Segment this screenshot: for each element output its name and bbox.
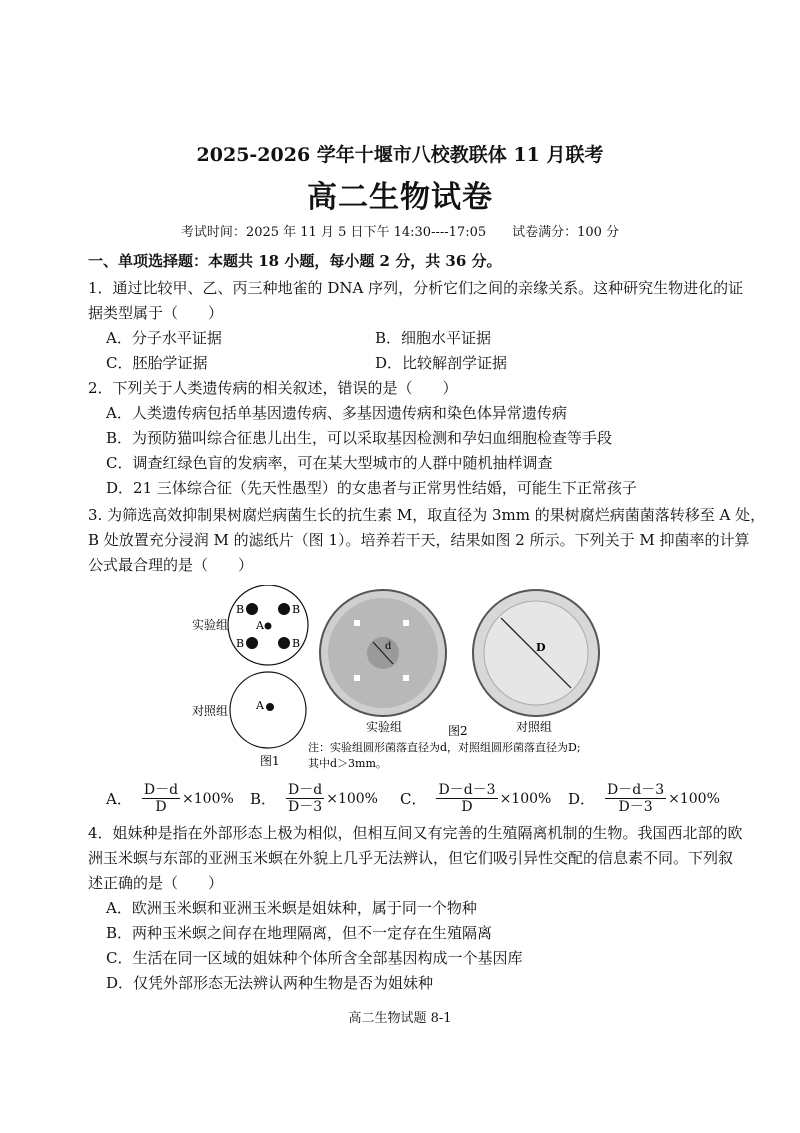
- q2-stem: 2．下列关于人类遗传病的相关叙述，错误的是（ ）: [88, 379, 458, 397]
- fig1-b-label: B: [292, 637, 301, 650]
- q3-option-b: [250, 782, 378, 815]
- fig1-b-label: B: [236, 637, 245, 650]
- q3-option-a-numerator: D－d: [143, 782, 179, 798]
- fig1-b-label: B: [292, 603, 301, 616]
- fig2-filter-paper: [403, 620, 409, 626]
- q3-option-b-label: B．: [250, 790, 277, 808]
- q3-option-a: [106, 782, 234, 815]
- fig2-caption: 图2: [448, 724, 468, 738]
- q3-option-d-suffix: ×100%: [668, 790, 720, 807]
- fig1-b-disc: [246, 603, 258, 615]
- q3-option-d-numerator: D－d－3: [607, 782, 665, 798]
- q3-option-a-denominator: D: [155, 799, 167, 815]
- q3-option-a-fraction: [142, 782, 180, 815]
- subject-title: 高二生物试卷: [307, 180, 493, 215]
- q3-option-b-fraction: [286, 782, 324, 815]
- q3-figure: [180, 585, 620, 775]
- q1-stem-line2: 据类型属于（ ）: [88, 304, 224, 322]
- q3-option-c-suffix: ×100%: [499, 790, 552, 807]
- q3-option-b-suffix: ×100%: [326, 790, 378, 807]
- q3-stem-line1: 3. 为筛选高效抑制果树腐烂病菌生长的抗生素 M，取直径为 3mm 的果树腐烂病菌菌落转移至 A 处，: [88, 506, 766, 524]
- q3-option-c-fraction: [436, 782, 497, 815]
- fig1-a-label: A: [256, 619, 264, 632]
- q4-stem-line1: 4．姐妹种是指在外部形态上极为相似，但相互间又有完善的生殖隔离机制的生物。我国西北部的欧: [88, 824, 743, 842]
- q1-stem-line1: 1．通过比较甲、乙、丙三种地雀的 DNA 序列，分析它们之间的亲缘关系。这种研究生物进化的证: [88, 279, 744, 297]
- fig1-b-disc: [278, 603, 290, 615]
- q4-option-d: D．仅凭外部形态无法辨认两种生物是否为姐妹种: [106, 974, 434, 992]
- fig2-d-label: d: [385, 641, 392, 652]
- fig2-filter-paper: [403, 675, 409, 681]
- fig1-ctrl-colony: [266, 703, 274, 711]
- fig2-exp-label: 实验组: [366, 720, 403, 734]
- fig2-big-d-label: D: [536, 641, 546, 654]
- fig2-filter-paper: [354, 620, 360, 626]
- q3-option-d-fraction: [605, 782, 666, 815]
- fig-note-line2: 其中d＞3mm。: [308, 757, 387, 770]
- q4-stem-line2: 洲玉米螟与东部的亚洲玉米螟在外貌上几乎无法辨认，但它们吸引异性交配的信息素不同。下列叙: [88, 849, 734, 867]
- q1-option-c: C．胚胎学证据: [106, 354, 208, 372]
- q1-option-d: D．比较解剖学证据: [375, 354, 508, 372]
- q1-option-b: B．细胞水平证据: [375, 329, 492, 347]
- exam-info: 考试时间：2025 年 11 月 5 日下午 14:30----17:05 试卷满分：100 分: [180, 225, 620, 240]
- fig1-b-label: B: [236, 603, 245, 616]
- fig1-a-colony: [265, 623, 272, 630]
- q3-option-b-denominator: D－3: [288, 799, 323, 815]
- q3-option-c: [400, 782, 551, 815]
- q3-option-d: [568, 782, 720, 815]
- q2-option-a: A．人类遗传病包括单基因遗传病、多基因遗传病和染色体异常遗传病: [106, 404, 567, 422]
- section-heading: 一、单项选择题：本题共 18 小题，每小题 2 分，共 36 分。: [88, 252, 502, 270]
- fig2-filter-paper: [354, 675, 360, 681]
- q3-stem-line3: 公式最合理的是（ ）: [88, 556, 254, 574]
- fig1-ctrl-group-label: 对照组: [192, 704, 229, 718]
- q3-option-a-label: A．: [106, 790, 132, 808]
- exam-title: 2025-2026 学年十堰市八校教联体 11 月联考: [196, 144, 604, 166]
- fig1-exp-group-label: 实验组: [192, 618, 229, 632]
- q4-option-a: A．欧洲玉米螟和亚洲玉米螟是姐妹种，属于同一个物种: [106, 899, 477, 917]
- fig1-b-disc: [246, 637, 258, 649]
- q3-option-c-label: C．: [400, 790, 427, 808]
- q4-stem-line3: 述正确的是（ ）: [88, 874, 224, 892]
- q3-option-b-numerator: D－d: [288, 782, 323, 798]
- fig2-ctrl-label: 对照组: [516, 720, 553, 734]
- q3-option-c-denominator: D: [461, 799, 473, 815]
- q3-stem-line2: B 处放置充分浸润 M 的滤纸片（图 1）。培养若干天，结果如图 2 所示。下列关于 M 抑菌率的计算: [88, 531, 750, 549]
- q3-option-a-suffix: ×100%: [182, 790, 234, 807]
- q4-option-c: C．生活在同一区域的姐妹种个体所含全部基因构成一个基因库: [106, 949, 523, 967]
- q1-option-a: A．分子水平证据: [106, 329, 222, 347]
- q2-option-d: D．21 三体综合征（先天性愚型）的女患者与正常男性结婚，可能生下正常孩子: [106, 479, 637, 497]
- q4-option-b: B．两种玉米螟之间存在地理隔离，但不一定存在生殖隔离: [106, 924, 493, 942]
- q3-option-d-denominator: D－3: [618, 799, 653, 815]
- fig-note-line1: 注：实验组圆形菌落直径为d，对照组圆形菌落直径为D;: [308, 741, 581, 754]
- q3-option-c-numerator: D－d－3: [438, 782, 496, 798]
- page-footer: 高二生物试题 8-1: [348, 1011, 452, 1026]
- q2-option-c: C．调查红绿色盲的发病率，可在某大型城市的人群中随机抽样调查: [106, 454, 553, 472]
- fig1-b-disc: [278, 637, 290, 649]
- q3-option-d-label: D．: [568, 790, 596, 808]
- q2-option-b: B．为预防猫叫综合征患儿出生，可以采取基因检测和孕妇血细胞检查等手段: [106, 429, 613, 447]
- fig1-ctrl-a-label: A: [256, 699, 264, 712]
- fig1-caption: 图1: [260, 754, 280, 768]
